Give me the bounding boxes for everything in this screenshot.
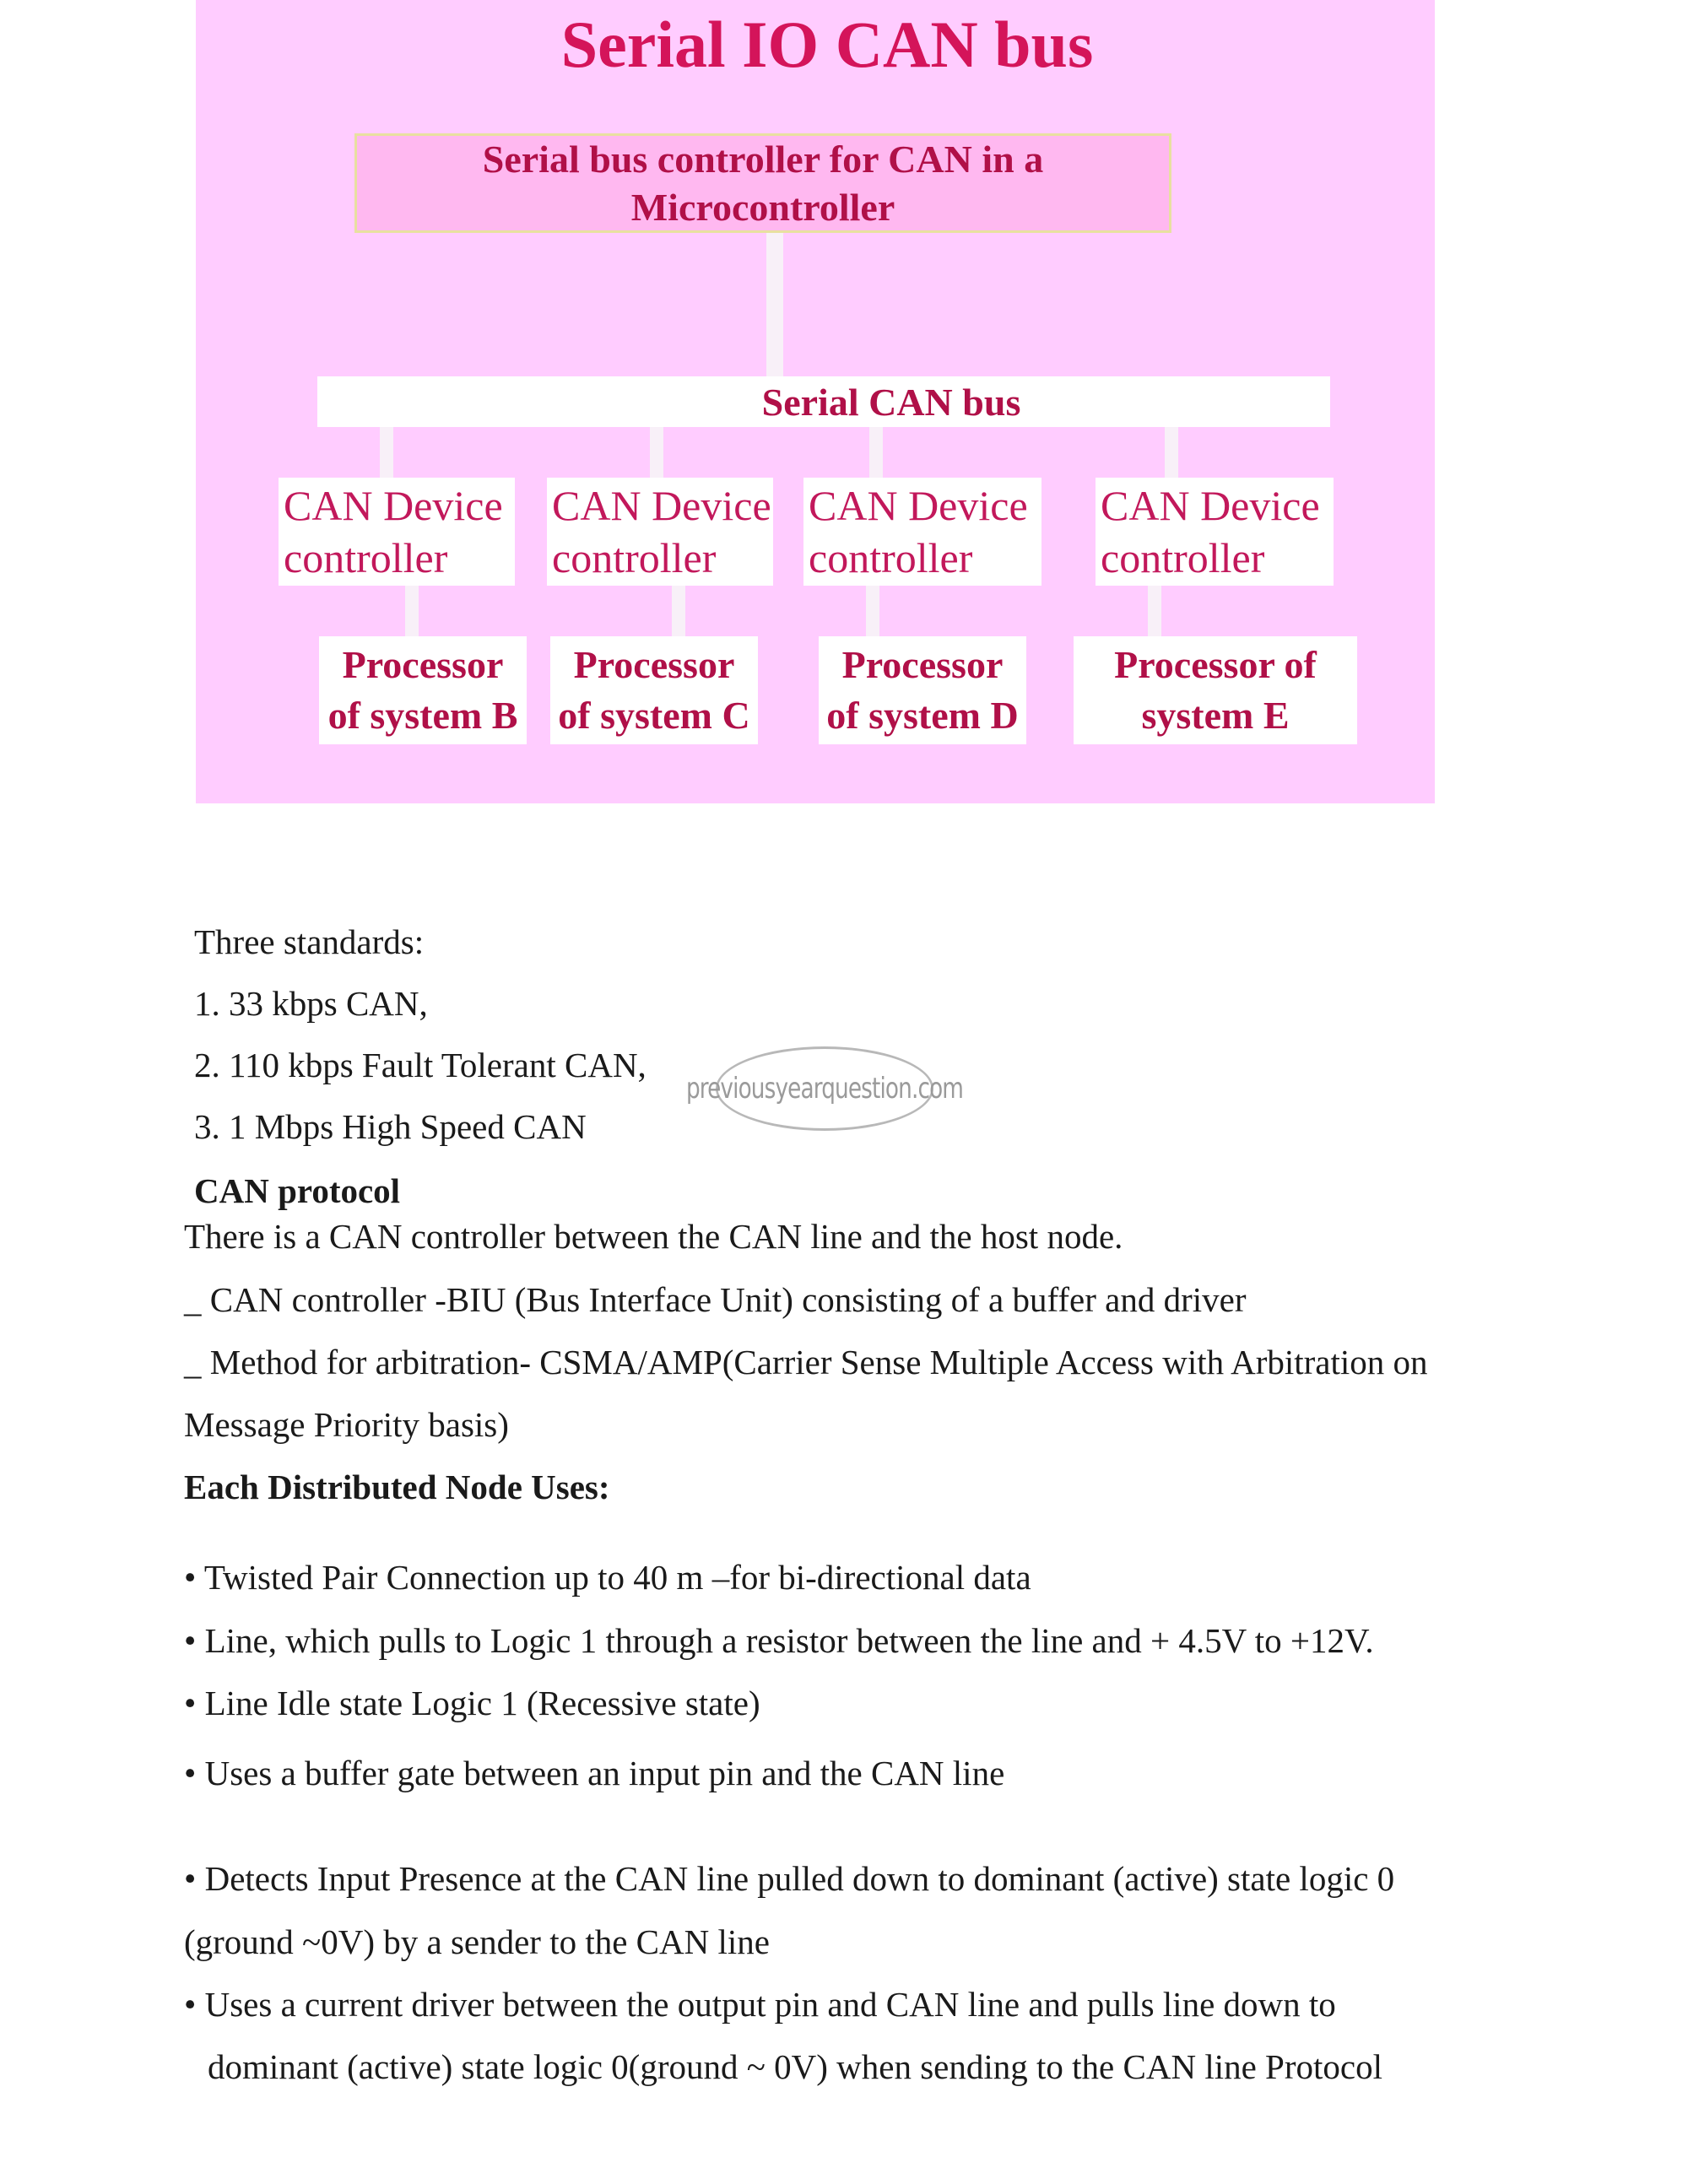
- standards-item: 3. 1 Mbps High Speed CAN: [194, 1107, 587, 1146]
- standards-heading: Three standards:: [194, 922, 425, 961]
- node-uses-bullet: • Uses a buffer gate between an input pin and the CAN line: [184, 1754, 1005, 1792]
- serial-can-bus-bar: [317, 376, 1330, 427]
- bus-controller-box: [354, 133, 1171, 233]
- bus-device-connector: [1165, 427, 1178, 478]
- node-uses-bullet: • Detects Input Presence at the CAN line pulled down to dominant (active) state logic 0: [184, 1859, 1395, 1898]
- protocol-heading: CAN protocol: [194, 1171, 401, 1210]
- node-uses-bullet-continuation: (ground ~0V) by a sender to the CAN line: [184, 1922, 770, 1961]
- device-processor-connector: [866, 586, 879, 636]
- processor-system-e: Processor of system E: [1074, 636, 1357, 744]
- node-uses-heading: Each Distributed Node Uses:: [184, 1468, 610, 1506]
- device-processor-connector: [672, 586, 685, 636]
- diagram-title: Serial IO CAN bus: [560, 8, 1094, 81]
- device-processor-connector: [405, 586, 419, 636]
- controller-bus-connector: [766, 233, 783, 376]
- standards-item: 1. 33 kbps CAN,: [194, 984, 428, 1023]
- controller-label-line1: Serial bus controller for CAN in a: [482, 138, 1044, 181]
- device-controller-1: CAN Device controller: [279, 478, 515, 586]
- processor-system-d: Processor of system D: [819, 636, 1026, 744]
- protocol-arbitration-line: _ Method for arbitration- CSMA/AMP(Carrier Sense Multiple Access with Arbitration on: [184, 1343, 1428, 1381]
- node-uses-bullet: • Twisted Pair Connection up to 40 m –for bi-directional data: [184, 1558, 1031, 1597]
- controller-label-line2: Microcontroller: [630, 186, 895, 229]
- standards-item: 2. 110 kbps Fault Tolerant CAN,: [194, 1046, 647, 1084]
- device-controller-2: CAN Device controller: [547, 478, 773, 586]
- processor-system-c: Processor of system C: [550, 636, 758, 744]
- bus-device-connector: [869, 427, 883, 478]
- bus-device-connector: [380, 427, 393, 478]
- device-controller-4: CAN Device controller: [1096, 478, 1334, 586]
- processor-system-b: Processor of system B: [319, 636, 527, 744]
- watermark-logo: previousyearquestion.com: [716, 1046, 933, 1131]
- device-controller-3: CAN Device controller: [803, 478, 1041, 586]
- protocol-arbitration-line: Message Priority basis): [184, 1405, 509, 1444]
- node-uses-bullet-continuation: dominant (active) state logic 0(ground ~ 0V) when sending to the CAN line Protocol: [208, 2047, 1382, 2086]
- protocol-intro: There is a CAN controller between the CAN line and the host node.: [184, 1217, 1123, 1256]
- bus-label: Serial CAN bus: [761, 380, 1021, 424]
- node-uses-bullet: • Uses a current driver between the output pin and CAN line and pulls line down to: [184, 1985, 1336, 2024]
- protocol-biu-line: _ CAN controller -BIU (Bus Interface Unit) consisting of a buffer and driver: [184, 1280, 1247, 1319]
- node-uses-bullet: • Line, which pulls to Logic 1 through a resistor between the line and + 4.5V to +12V.: [184, 1621, 1374, 1660]
- bus-device-connector: [650, 427, 663, 478]
- device-processor-connector: [1148, 586, 1161, 636]
- node-uses-bullet: • Line Idle state Logic 1 (Recessive state): [184, 1684, 760, 1722]
